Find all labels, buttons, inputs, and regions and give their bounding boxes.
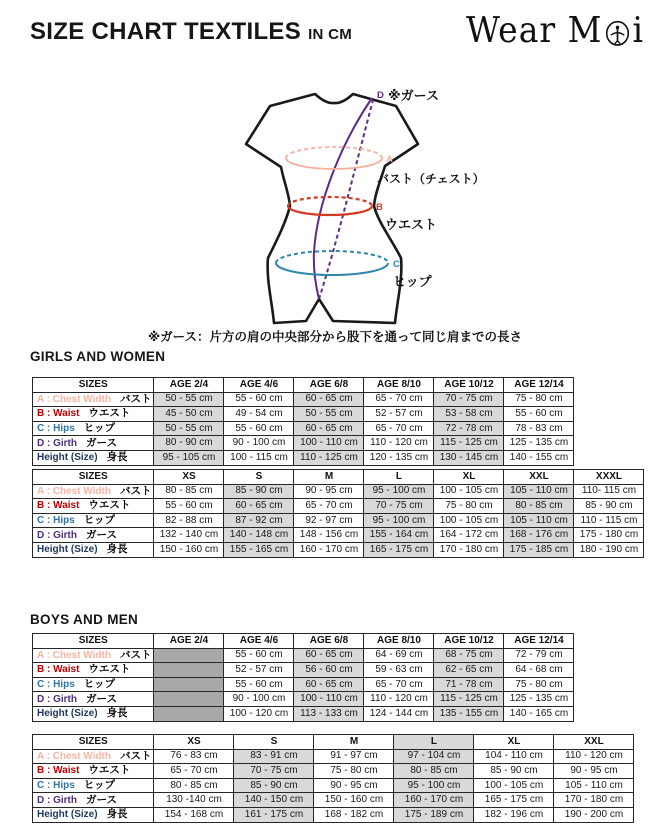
column-header: AGE 10/12 bbox=[434, 634, 504, 649]
size-cell: 71 - 78 cm bbox=[434, 677, 504, 692]
header-row bbox=[33, 735, 634, 750]
column-header: AGE 4/6 bbox=[224, 634, 294, 649]
table-row bbox=[33, 663, 574, 678]
size-cell: 165 - 175 cm bbox=[364, 542, 434, 557]
column-header: AGE 4/6 bbox=[224, 378, 294, 393]
size-cell: 175 - 185 cm bbox=[504, 542, 574, 557]
row-label-jp: バスト bbox=[119, 484, 152, 497]
size-cell bbox=[154, 677, 224, 692]
table-row bbox=[33, 436, 574, 451]
column-header: M bbox=[314, 735, 394, 750]
size-cell: 110 - 120 cm bbox=[554, 749, 634, 764]
table-row bbox=[33, 706, 574, 721]
size-cell: 140 - 155 cm bbox=[504, 450, 574, 465]
size-cell: 95 - 105 cm bbox=[154, 450, 224, 465]
row-label-en: Height (Size) bbox=[37, 708, 98, 720]
row-label-en: B : Waist bbox=[37, 500, 80, 512]
table-row bbox=[33, 513, 644, 528]
table-row bbox=[33, 450, 574, 465]
size-cell: 55 - 60 cm bbox=[224, 421, 294, 436]
size-cell: 95 - 100 cm bbox=[364, 513, 434, 528]
row-label-en: B : Waist bbox=[37, 408, 80, 420]
point-c-label: C bbox=[393, 259, 400, 270]
row-label bbox=[33, 764, 154, 779]
size-cell: 164 - 172 cm bbox=[434, 528, 504, 543]
size-cell: 55 - 60 cm bbox=[224, 677, 294, 692]
size-cell: 75 - 80 cm bbox=[504, 677, 574, 692]
column-header: XXL bbox=[504, 470, 574, 485]
column-header: AGE 8/10 bbox=[364, 634, 434, 649]
row-label-jp: ガース bbox=[86, 528, 117, 541]
size-cell: 65 - 70 cm bbox=[294, 499, 364, 514]
row-label-jp: 身長 bbox=[106, 543, 128, 556]
bust-label: バスト（チェスト） bbox=[377, 172, 485, 186]
row-label-en: C : Hips bbox=[37, 423, 75, 435]
table-row bbox=[33, 807, 634, 822]
row-label-en: A : Chest Width bbox=[37, 485, 111, 497]
row-label bbox=[33, 484, 154, 499]
waist-line bbox=[288, 206, 372, 215]
size-cell: 90 - 95 cm bbox=[314, 778, 394, 793]
row-label-en: B : Waist bbox=[37, 664, 80, 676]
row-label bbox=[33, 778, 154, 793]
size-cell: 168 - 176 cm bbox=[504, 528, 574, 543]
girth-note: ※ガース：片方の肩の中央部分から股下を通って同じ肩までの長さ bbox=[147, 330, 523, 344]
column-header: AGE 6/8 bbox=[294, 378, 364, 393]
size-cell: 113 - 133 cm bbox=[294, 706, 364, 721]
row-label-en: D : Girth bbox=[37, 529, 77, 541]
table-row bbox=[33, 407, 574, 422]
size-cell: 65 - 70 cm bbox=[364, 392, 434, 407]
size-cell: 97 - 104 cm bbox=[394, 749, 474, 764]
boys-men-size-table bbox=[32, 734, 634, 823]
column-header: AGE 12/14 bbox=[504, 378, 574, 393]
girth-line-back bbox=[319, 100, 373, 299]
section-heading-boys-men: BOYS AND MEN bbox=[30, 612, 139, 627]
size-cell: 70 - 75 cm bbox=[364, 499, 434, 514]
column-header: XS bbox=[154, 735, 234, 750]
girls-women-size-table bbox=[32, 469, 644, 558]
size-cell: 85 - 90 cm bbox=[224, 484, 294, 499]
size-cell: 125 - 135 cm bbox=[504, 692, 574, 707]
size-cell: 105 - 110 cm bbox=[504, 513, 574, 528]
size-cell: 75 - 80 cm bbox=[434, 499, 504, 514]
row-label-jp: 身長 bbox=[106, 808, 128, 821]
size-cell: 95 - 100 cm bbox=[364, 484, 434, 499]
size-cell: 76 - 83 cm bbox=[154, 749, 234, 764]
column-header: XS bbox=[154, 470, 224, 485]
row-label-jp: ガース bbox=[86, 436, 117, 449]
table-row bbox=[33, 421, 574, 436]
row-label-en: C : Hips bbox=[37, 679, 75, 691]
row-label-en: Height (Size) bbox=[37, 809, 98, 821]
row-label-jp: 身長 bbox=[106, 707, 128, 720]
row-label-en: D : Girth bbox=[37, 794, 77, 806]
column-header: XL bbox=[474, 735, 554, 750]
row-label-en: A : Chest Width bbox=[37, 649, 111, 661]
size-cell: 65 - 70 cm bbox=[154, 764, 234, 779]
bust-line-dashed bbox=[286, 147, 382, 158]
size-cell: 56 - 60 cm bbox=[294, 663, 364, 678]
size-cell: 85 - 90 cm bbox=[474, 764, 554, 779]
size-cell: 100 - 105 cm bbox=[474, 778, 554, 793]
row-label bbox=[33, 648, 154, 663]
page-title bbox=[30, 18, 352, 46]
size-cell: 110 - 120 cm bbox=[364, 692, 434, 707]
size-cell: 92 - 97 cm bbox=[294, 513, 364, 528]
column-header: XL bbox=[434, 470, 504, 485]
size-cell: 130 - 145 cm bbox=[434, 450, 504, 465]
size-cell: 65 - 70 cm bbox=[364, 677, 434, 692]
size-cell: 160 - 170 cm bbox=[394, 793, 474, 808]
table-row bbox=[33, 778, 634, 793]
waist-label: ウエスト bbox=[385, 217, 438, 232]
size-cell: 115 - 125 cm bbox=[434, 692, 504, 707]
row-label-jp: ガース bbox=[86, 692, 117, 705]
size-cell: 165 - 175 cm bbox=[474, 793, 554, 808]
row-label-en: A : Chest Width bbox=[37, 393, 111, 405]
row-label bbox=[33, 663, 154, 678]
row-label bbox=[33, 677, 154, 692]
row-label-en: D : Girth bbox=[37, 437, 77, 449]
size-cell: 175 - 180 cm bbox=[574, 528, 644, 543]
row-label bbox=[33, 692, 154, 707]
page-title-unit: IN CM bbox=[308, 26, 353, 43]
size-cell: 155 - 165 cm bbox=[224, 542, 294, 557]
size-cell: 182 - 196 cm bbox=[474, 807, 554, 822]
size-cell: 154 - 168 cm bbox=[154, 807, 234, 822]
row-label bbox=[33, 499, 154, 514]
size-cell: 170 - 180 cm bbox=[434, 542, 504, 557]
size-cell: 62 - 65 cm bbox=[434, 663, 504, 678]
size-cell: 72 - 79 cm bbox=[504, 648, 574, 663]
row-label bbox=[33, 749, 154, 764]
size-cell: 160 - 170 cm bbox=[294, 542, 364, 557]
row-label-en: C : Hips bbox=[37, 515, 75, 527]
size-cell: 110 - 120 cm bbox=[364, 436, 434, 451]
size-cell: 155 - 164 cm bbox=[364, 528, 434, 543]
size-cell: 180 - 190 cm bbox=[574, 542, 644, 557]
size-cell: 150 - 160 cm bbox=[154, 542, 224, 557]
size-cell: 85 - 90 cm bbox=[574, 499, 644, 514]
size-cell: 80 - 85 cm bbox=[154, 778, 234, 793]
size-cell: 75 - 80 cm bbox=[314, 764, 394, 779]
size-cell: 148 - 156 cm bbox=[294, 528, 364, 543]
size-cell: 100 - 115 cm bbox=[224, 450, 294, 465]
size-cell: 140 - 150 cm bbox=[234, 793, 314, 808]
size-cell: 125 - 135 cm bbox=[504, 436, 574, 451]
table-row bbox=[33, 528, 644, 543]
logo-text-left: Wear M bbox=[465, 8, 603, 51]
size-cell: 124 - 144 cm bbox=[364, 706, 434, 721]
size-cell: 68 - 75 cm bbox=[434, 648, 504, 663]
table-row bbox=[33, 542, 644, 557]
size-cell: 100 - 110 cm bbox=[294, 436, 364, 451]
column-header: SIZES bbox=[33, 634, 154, 649]
row-label-en: Height (Size) bbox=[37, 544, 98, 556]
size-cell: 70 - 75 cm bbox=[434, 392, 504, 407]
size-cell: 72 - 78 cm bbox=[434, 421, 504, 436]
girth-label: ※ガース bbox=[388, 88, 439, 103]
size-cell: 110 - 115 cm bbox=[574, 513, 644, 528]
size-cell bbox=[154, 648, 224, 663]
size-cell: 49 - 54 cm bbox=[224, 407, 294, 422]
row-label-en: A : Chest Width bbox=[37, 750, 111, 762]
size-table bbox=[32, 633, 574, 722]
row-label-jp: ウエスト bbox=[88, 499, 131, 512]
column-header: S bbox=[224, 470, 294, 485]
table-row bbox=[33, 499, 644, 514]
header-row bbox=[33, 378, 574, 393]
size-cell: 45 - 50 cm bbox=[154, 407, 224, 422]
column-header: S bbox=[234, 735, 314, 750]
size-cell: 52 - 57 cm bbox=[224, 663, 294, 678]
girls-women-age-table bbox=[32, 377, 574, 466]
row-label-en: D : Girth bbox=[37, 693, 77, 705]
size-cell: 120 - 135 cm bbox=[364, 450, 434, 465]
size-cell: 60 - 65 cm bbox=[294, 392, 364, 407]
row-label bbox=[33, 392, 154, 407]
size-cell: 80 - 85 cm bbox=[394, 764, 474, 779]
size-cell: 100 - 105 cm bbox=[434, 513, 504, 528]
hips-label: ヒップ bbox=[393, 274, 432, 289]
size-cell: 105 - 110 cm bbox=[504, 484, 574, 499]
size-cell: 100 - 120 cm bbox=[224, 706, 294, 721]
size-cell: 110 - 125 cm bbox=[294, 450, 364, 465]
page-title-main: SIZE CHART TEXTILES bbox=[30, 18, 302, 45]
size-cell: 140 - 165 cm bbox=[504, 706, 574, 721]
size-cell: 60 - 65 cm bbox=[294, 648, 364, 663]
size-cell: 170 - 180 cm bbox=[554, 793, 634, 808]
column-header: M bbox=[294, 470, 364, 485]
column-header: AGE 6/8 bbox=[294, 634, 364, 649]
row-label bbox=[33, 793, 154, 808]
column-header: AGE 8/10 bbox=[364, 378, 434, 393]
size-cell: 52 - 57 cm bbox=[364, 407, 434, 422]
size-cell: 90 - 95 cm bbox=[294, 484, 364, 499]
column-header: XXXL bbox=[574, 470, 644, 485]
size-cell: 105 - 110 cm bbox=[554, 778, 634, 793]
size-table bbox=[32, 469, 644, 558]
size-cell: 64 - 69 cm bbox=[364, 648, 434, 663]
size-cell: 78 - 83 cm bbox=[504, 421, 574, 436]
body-measurement-diagram bbox=[222, 82, 498, 334]
table-row bbox=[33, 484, 644, 499]
size-cell: 140 - 148 cm bbox=[224, 528, 294, 543]
hips-line bbox=[276, 263, 388, 275]
header-row bbox=[33, 634, 574, 649]
row-label bbox=[33, 528, 154, 543]
size-cell: 53 - 58 cm bbox=[434, 407, 504, 422]
size-cell: 110- 115 cm bbox=[574, 484, 644, 499]
column-header: AGE 10/12 bbox=[434, 378, 504, 393]
logo-text-right: i bbox=[632, 8, 644, 51]
size-cell: 80 - 85 cm bbox=[154, 484, 224, 499]
row-label bbox=[33, 513, 154, 528]
size-cell: 85 - 90 cm bbox=[234, 778, 314, 793]
row-label-jp: バスト bbox=[119, 392, 152, 405]
size-cell bbox=[154, 692, 224, 707]
size-cell bbox=[154, 663, 224, 678]
size-cell: 65 - 70 cm bbox=[364, 421, 434, 436]
table-row bbox=[33, 677, 574, 692]
size-cell: 82 - 88 cm bbox=[154, 513, 224, 528]
size-cell: 168 - 182 cm bbox=[314, 807, 394, 822]
size-cell: 132 - 140 cm bbox=[154, 528, 224, 543]
column-header: SIZES bbox=[33, 735, 154, 750]
boys-men-age-table bbox=[32, 633, 574, 722]
column-header: SIZES bbox=[33, 470, 154, 485]
row-label-jp: バスト bbox=[119, 648, 152, 661]
size-cell: 115 - 125 cm bbox=[434, 436, 504, 451]
section-heading-girls-women: GIRLS AND WOMEN bbox=[30, 349, 166, 364]
table-row bbox=[33, 648, 574, 663]
size-cell: 83 - 91 cm bbox=[234, 749, 314, 764]
row-label-jp: ヒップ bbox=[83, 422, 115, 435]
size-cell: 64 - 68 cm bbox=[504, 663, 574, 678]
size-cell: 70 - 75 cm bbox=[234, 764, 314, 779]
size-cell: 55 - 60 cm bbox=[224, 392, 294, 407]
row-label-en: B : Waist bbox=[37, 765, 80, 777]
size-cell: 75 - 80 cm bbox=[504, 392, 574, 407]
table-row bbox=[33, 692, 574, 707]
column-header: SIZES bbox=[33, 378, 154, 393]
column-header: AGE 2/4 bbox=[154, 634, 224, 649]
size-cell: 50 - 55 cm bbox=[154, 392, 224, 407]
size-cell: 60 - 65 cm bbox=[294, 421, 364, 436]
waist-line-dashed bbox=[288, 197, 372, 206]
size-table bbox=[32, 377, 574, 466]
size-cell: 90 - 100 cm bbox=[224, 436, 294, 451]
size-cell: 80 - 85 cm bbox=[504, 499, 574, 514]
row-label bbox=[33, 542, 154, 557]
brand-logo bbox=[466, 8, 644, 50]
column-header: XXL bbox=[554, 735, 634, 750]
size-cell: 90 - 100 cm bbox=[224, 692, 294, 707]
row-label-en: C : Hips bbox=[37, 780, 75, 792]
size-cell: 60 - 65 cm bbox=[294, 677, 364, 692]
size-cell: 175 - 189 cm bbox=[394, 807, 474, 822]
column-header: L bbox=[394, 735, 474, 750]
size-cell: 55 - 60 cm bbox=[154, 499, 224, 514]
size-cell: 90 - 95 cm bbox=[554, 764, 634, 779]
size-table bbox=[32, 734, 634, 823]
row-label-jp: ヒップ bbox=[83, 678, 115, 691]
row-label bbox=[33, 407, 154, 422]
size-cell: 87 - 92 cm bbox=[224, 513, 294, 528]
row-label-jp: ヒップ bbox=[83, 779, 115, 792]
row-label-jp: バスト bbox=[119, 749, 152, 762]
size-cell: 100 - 105 cm bbox=[434, 484, 504, 499]
size-cell: 59 - 63 cm bbox=[364, 663, 434, 678]
row-label-jp: ウエスト bbox=[88, 663, 131, 676]
size-cell: 100 - 110 cm bbox=[294, 692, 364, 707]
point-a-label: A bbox=[386, 154, 393, 165]
size-cell: 50 - 55 cm bbox=[294, 407, 364, 422]
size-cell: 50 - 55 cm bbox=[154, 421, 224, 436]
row-label bbox=[33, 421, 154, 436]
row-label-jp: ヒップ bbox=[83, 514, 115, 527]
header-row bbox=[33, 470, 644, 485]
row-label-jp: ウエスト bbox=[88, 764, 131, 777]
point-b-label: B bbox=[376, 202, 383, 213]
size-cell: 130 -140 cm bbox=[154, 793, 234, 808]
size-cell bbox=[154, 706, 224, 721]
row-label-jp: ガース bbox=[86, 793, 117, 806]
column-header: AGE 12/14 bbox=[504, 634, 574, 649]
logo-dancer-icon bbox=[604, 18, 631, 47]
row-label bbox=[33, 807, 154, 822]
row-label-jp: ウエスト bbox=[88, 407, 131, 420]
row-label bbox=[33, 450, 154, 465]
size-cell: 150 - 160 cm bbox=[314, 793, 394, 808]
row-label bbox=[33, 436, 154, 451]
table-row bbox=[33, 793, 634, 808]
size-cell: 55 - 60 cm bbox=[504, 407, 574, 422]
size-cell: 91 - 97 cm bbox=[314, 749, 394, 764]
table-row bbox=[33, 764, 634, 779]
table-row bbox=[33, 392, 574, 407]
size-cell: 104 - 110 cm bbox=[474, 749, 554, 764]
size-cell: 60 - 65 cm bbox=[224, 499, 294, 514]
row-label bbox=[33, 706, 154, 721]
size-cell: 161 - 175 cm bbox=[234, 807, 314, 822]
column-header: AGE 2/4 bbox=[154, 378, 224, 393]
size-cell: 55 - 60 cm bbox=[224, 648, 294, 663]
column-header: L bbox=[364, 470, 434, 485]
point-d-label: D bbox=[377, 90, 384, 101]
table-row bbox=[33, 749, 634, 764]
size-cell: 80 - 90 cm bbox=[154, 436, 224, 451]
size-cell: 190 - 200 cm bbox=[554, 807, 634, 822]
size-cell: 135 - 155 cm bbox=[434, 706, 504, 721]
size-cell: 95 - 100 cm bbox=[394, 778, 474, 793]
row-label-jp: 身長 bbox=[106, 451, 128, 464]
row-label-en: Height (Size) bbox=[37, 452, 98, 464]
